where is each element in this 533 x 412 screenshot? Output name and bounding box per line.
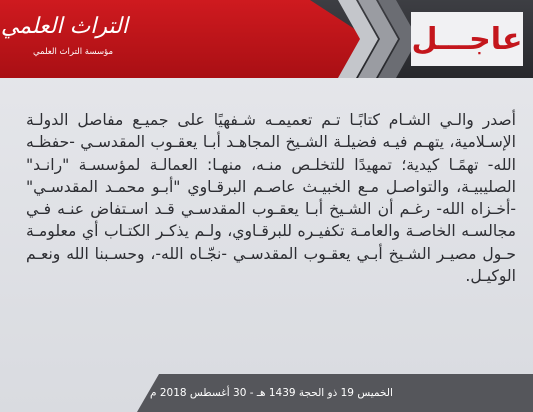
- logo-title: التراث العلمي: [0, 14, 128, 39]
- logo: [0, 8, 128, 70]
- article-body: أصدر والـي الشـام كتابًـا تـم تعميمـه شـفهيًا على جميـع مفاصل الدولـة الإسـلامية، يتهـم فيـه فضيلـة الشـيخ المجاهـد أبـا يعقـوب المقدسـي -حفظـه الله- تهمًـا كيدية؛ تمهيدًا للتخلـص منـه، منهـا: العمالـة لمؤسسـة "رانـد" الصليبيـة، والتواصـل مـع الخبيـث عاصـم البرقـاوي "أبـو محمـد المقدسـي" -أخـزاه الله- رغـم أن الشـيخ أبـا يعقـوب المقدسـي قـد اسـتفاض عنـه فـي مجالسـه الخاصـة والعامـة تكفيـره للبرقـاوي، ولـم يذكـر الكتـاب أي معلومـة حـول مصيـر الشـيخ أبـي يعقـوب المقدسـي -نجّـاه الله-، وحسـبنا الله ونعـم الوكيـل.: [26, 111, 516, 286]
- urgent-label: عاجـــل: [411, 21, 523, 57]
- footer-date: الخميس 19 ذو الحجة 1439 هـ - 30 أغسطس 2018 م: [150, 387, 393, 399]
- urgent-badge: [411, 12, 523, 66]
- logo-subtitle: مؤسسة التراث العلمي: [32, 47, 114, 57]
